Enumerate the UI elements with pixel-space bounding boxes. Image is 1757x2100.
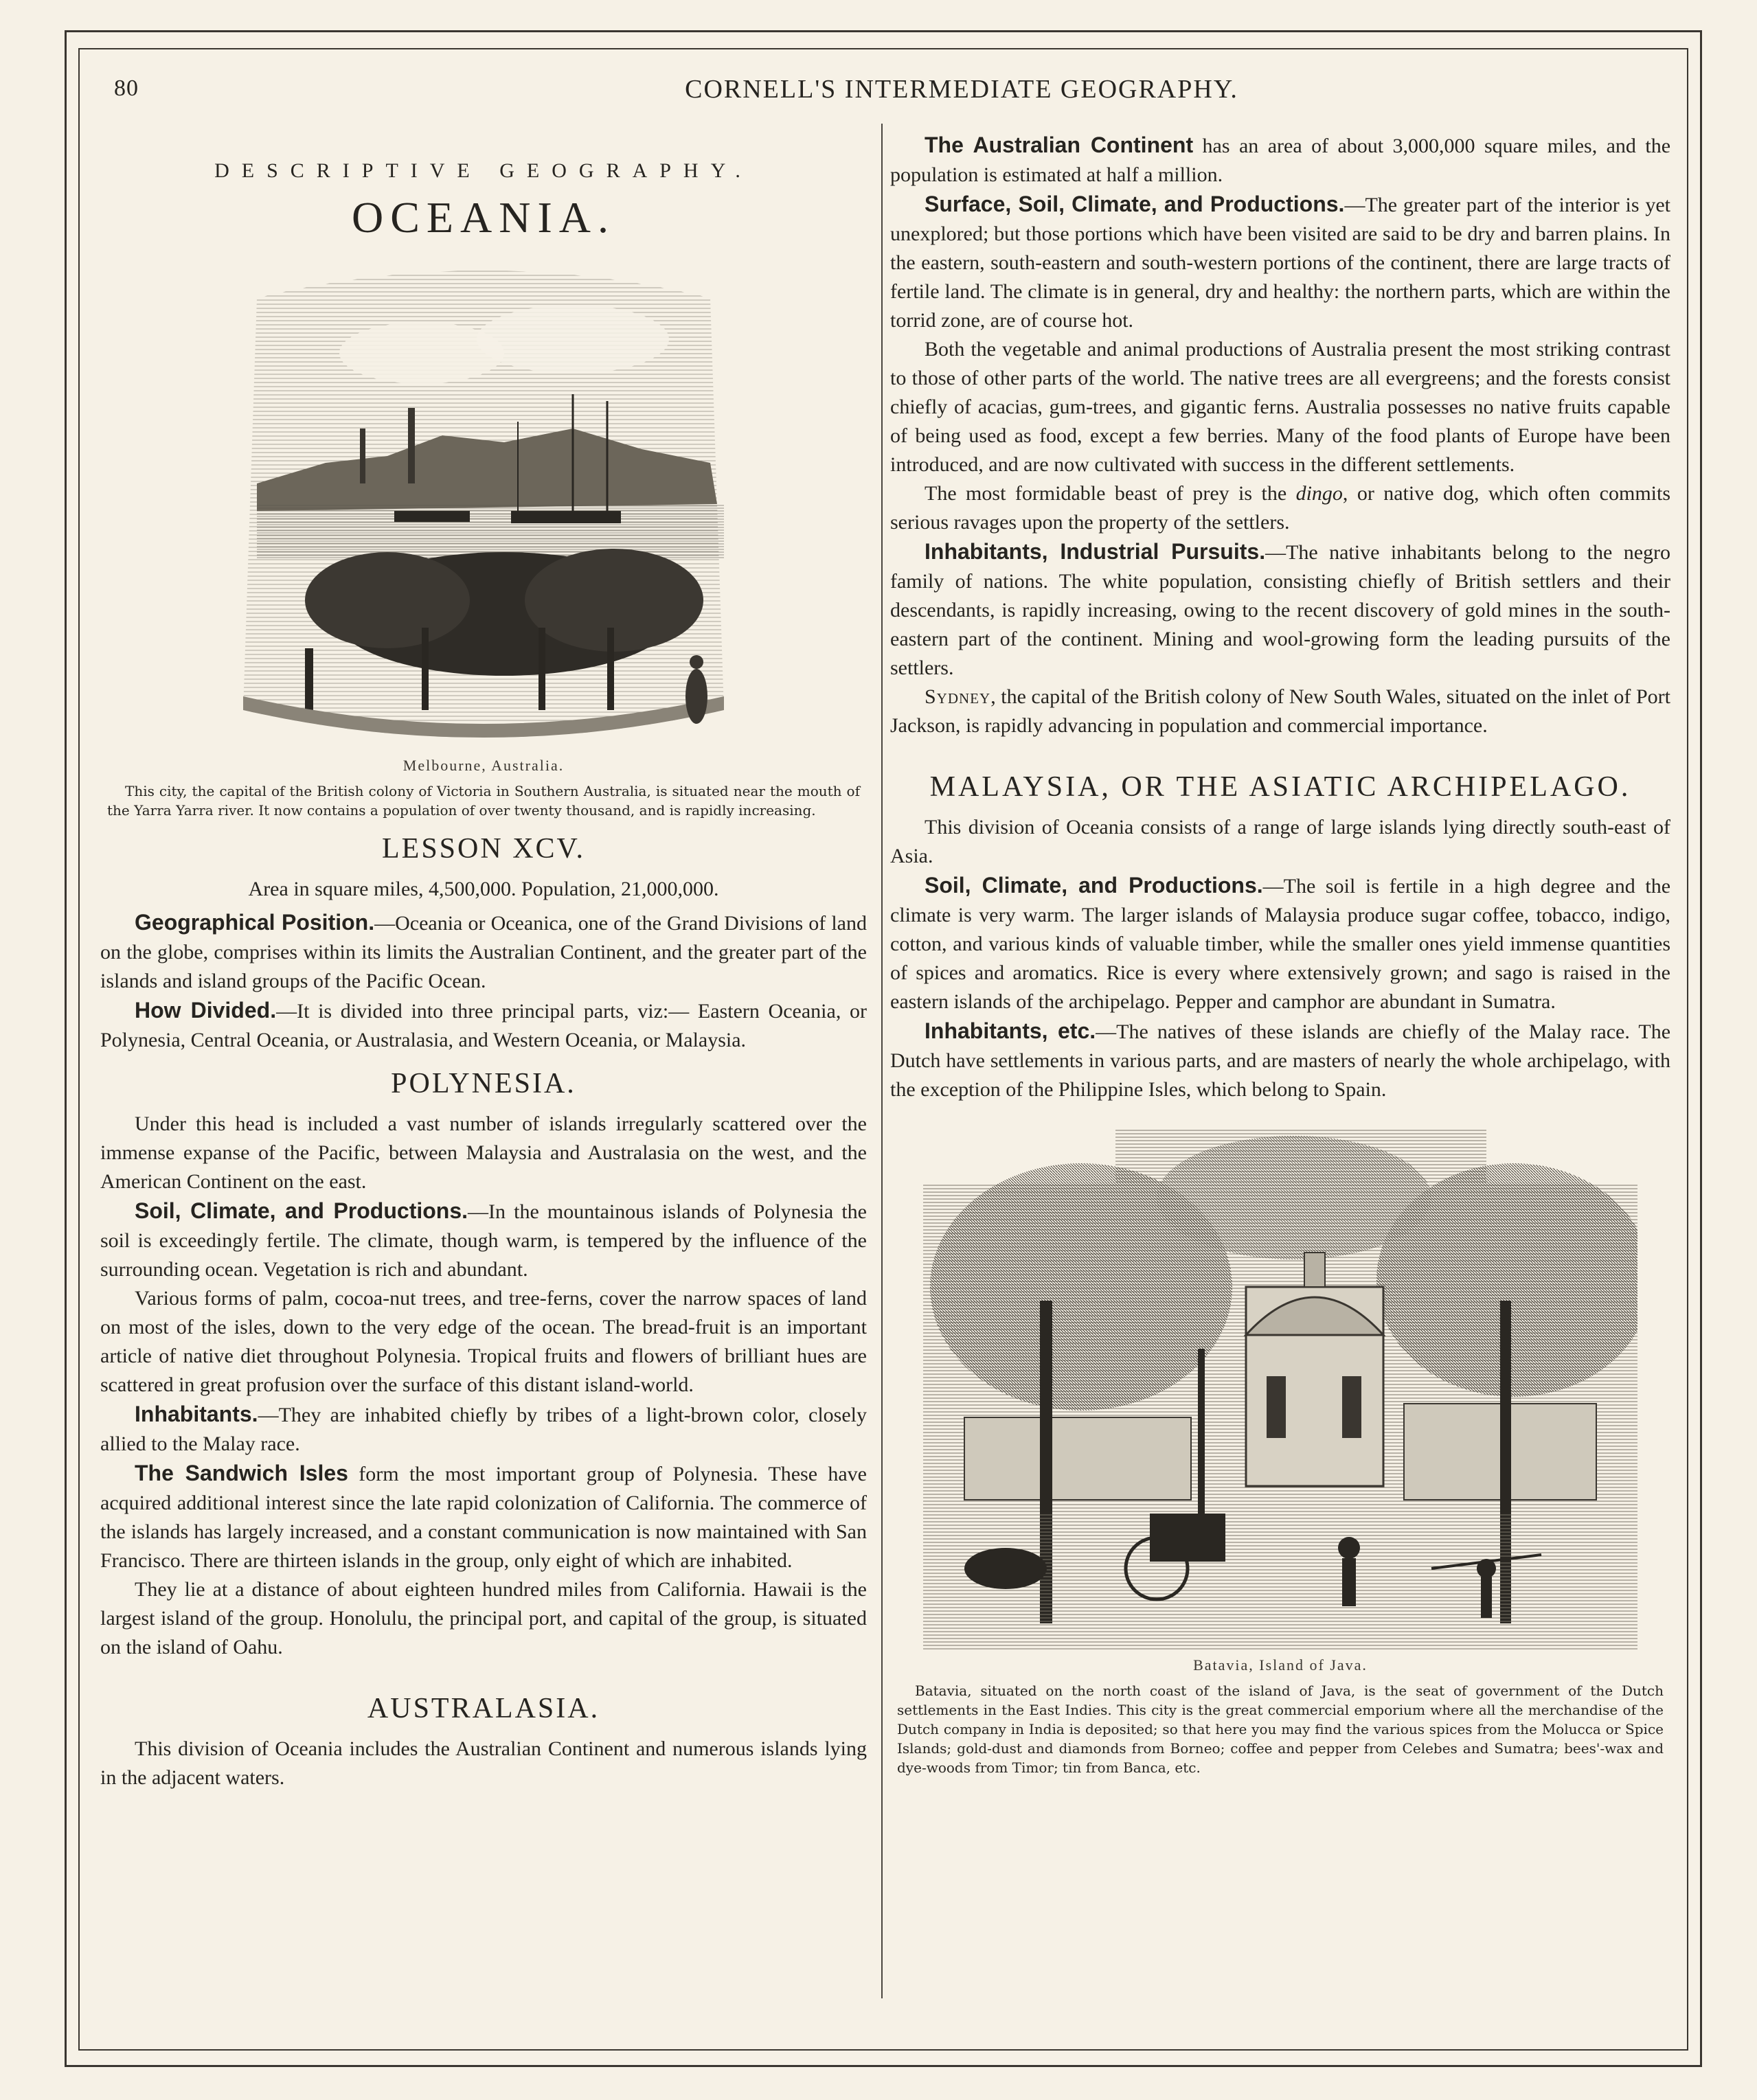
running-title: CORNELL'S INTERMEDIATE GEOGRAPHY. bbox=[685, 75, 1238, 104]
polynesia-intro: Under this head is included a vast number of islands irregularly scattered over the immense expanse of the Pacific, between Malaysia and Australasia on the west, and the American Continent on the east. bbox=[100, 1112, 867, 1193]
malaysia-soil-term: Soil, Climate, and Productions. bbox=[925, 873, 1263, 898]
polynesia-palms-paragraph: Various forms of palm, cocoa-nut trees, and tree-ferns, cover the narrow spaces of land on most of the isles, down to the very edge of the ocean. The bread-fruit is an important article of native diet throughout Polynesia. Tropical fruits and flowers of brilliant hues are scattered in great profusion over the surface of this distant island-world. bbox=[100, 1287, 867, 1396]
dingo-paragraph: The most formidable beast of prey is the dingo, or native dog, which often commits serious ravages upon the property of the settlers. bbox=[890, 482, 1671, 534]
malaysia-inhabitants-paragraph: Inhabitants, etc.—The natives of these islands are chiefly of the Malay race. The Dutch have settlements in various parts, and are masters of nearly the whole archipelago, with the exception of the Philippine Isles, which belong to Spain. bbox=[890, 1018, 1671, 1101]
malaysia-intro: This division of Oceania consists of a range of large islands lying directly south-east of Asia. bbox=[890, 816, 1670, 867]
australia-vegetable-paragraph: Both the vegetable and animal productions of Australia present the most striking contrast to those of other parts of the world. The native trees are all evergreens; and the forests consist chiefly of acacias, gum-trees, and gigantic ferns. Australia possesses no native fruits capable of being used as food, except a few berries. Many of the food plants of Europe have been introduced, and are now cultivated with success in the different settlements. bbox=[890, 338, 1670, 476]
how-divided-term: How Divided. bbox=[135, 998, 277, 1023]
oceania-stats: Area in square miles, 4,500,000. Population, 21,000,000. bbox=[248, 878, 719, 900]
lesson-title: LESSON XCV. bbox=[382, 833, 585, 865]
polynesia-soil-paragraph: Soil, Climate, and Productions.—In the mountainous islands of Polynesia the soil is exceedingly fertile. The climate, though warm, is tempered by the influence of the surrounding ocean. Vegetation is rich and abundant. bbox=[100, 1198, 868, 1281]
batavia-illustration bbox=[923, 1129, 1637, 1651]
melbourne-caption: Melbourne, Australia. bbox=[403, 757, 565, 774]
polynesia-inhabitants-paragraph: Inhabitants.—They are inhabited chiefly by tribes of a light-brown color, closely allied to the Malay race. bbox=[100, 1402, 867, 1455]
malaysia-soil-paragraph: Soil, Climate, and Productions.—The soil is fertile in a high degree and the climate is very warm. The larger islands of Malaysia produce sugar coffee, tobacco, indigo, cotton, and various kinds of valuable timber, while the smaller ones yield immense quantities of spices and aromatics. Rice is every where extensively grown; and sago is raised in the eastern islands of the archipelago. Pepper and camphor are abundant in Sumatra. bbox=[890, 873, 1671, 1013]
geographical-position-term: Geographical Position. bbox=[135, 910, 375, 935]
australia-inhabitants-paragraph: Inhabitants, Industrial Pursuits.—The native inhabitants belong to the negro family of nations. The white population, consisting chiefly of British settlers and their descendants, is rapidly increasing, owing to the recent discovery of gold mines in the south-eastern part of the continent. Mining and wool-growing form the leading pursuits of the settlers. bbox=[890, 539, 1670, 679]
australian-continent-term: The Australian Continent bbox=[925, 133, 1194, 157]
melbourne-engraving bbox=[216, 257, 751, 751]
dingo-word: dingo bbox=[1295, 482, 1343, 505]
polynesia-inhabitants-term: Inhabitants. bbox=[135, 1402, 258, 1426]
sydney-paragraph: Sydney, the capital of the British colony of New South Wales, situated on the inlet of Port Jackson, is rapidly advancing in population and commercial importance. bbox=[890, 685, 1670, 737]
left-column bbox=[100, 130, 867, 1792]
australasia-heading: AUSTRALASIA. bbox=[367, 1693, 600, 1724]
australian-continent-paragraph: The Australian Continent has an area of about 3,000,000 square miles, and the population is estimated at half a million. bbox=[890, 133, 1671, 186]
polynesia-soil-term: Soil, Climate, and Productions. bbox=[135, 1198, 468, 1223]
page-number: 80 bbox=[114, 76, 139, 101]
malaysia-inhabitants-term: Inhabitants, etc. bbox=[925, 1018, 1096, 1043]
sandwich-distance-paragraph: They lie at a distance of about eighteen hundred miles from California. Hawaii is the largest island of the group. Honolulu, the principal port, and capital of the group, is situated on the island of Oahu. bbox=[100, 1578, 867, 1658]
batavia-caption: Batavia, Island of Java. bbox=[1193, 1656, 1368, 1674]
sandwich-isles-paragraph: The Sandwich Isles form the most important group of Polynesia. These have acquired additional interest since the late rapid colonization of California. The commerce of the islands has largely increased, and a constant communication is now maintained with San Francisco. There are thirteen islands in the group, only eight of which are inhabited. bbox=[100, 1461, 868, 1572]
how-divided-paragraph: How Divided.—It is divided into three principal parts, viz:— Eastern Oceania, or Polynesia, Central Oceania, or Australasia, and Western Oceania, or Malaysia. bbox=[100, 998, 867, 1051]
column-divider bbox=[881, 124, 883, 1998]
geographical-position-paragraph: Geographical Position.—Oceania or Oceanica, one of the Grand Divisions of land on the globe, comprises within its limits the Australian Continent, and the greater part of the islands and island groups of the Pacific Ocean. bbox=[100, 910, 867, 992]
sandwich-isles-term: The Sandwich Isles bbox=[135, 1461, 348, 1485]
batavia-engraving bbox=[923, 1129, 1637, 1651]
batavia-note: Batavia, situated on the north coast of the island of Java, is the seat of government of the Dutch settlements in the East Indies. This city is the great commercial emporium where all the merchandise of the Dutch company in India is deposited; so that here you may find the various spices from the Molucca or Spice Islands; gold-dust and diamonds from Borneo; coffee and pepper from Celebes and Sumatra; bees'-wax and dye-woods from Timor; tin from Banca, etc. bbox=[897, 1682, 1664, 1776]
page-title: OCEANIA. bbox=[352, 193, 615, 242]
australasia-intro: This division of Oceania includes the Australian Continent and numerous islands lying in the adjacent waters. bbox=[100, 1737, 867, 1789]
melbourne-note: This city, the capital of the British colony of Victoria in Southern Australia, is situated near the mouth of the Yarra Yarra river. It now contains a population of over twenty thousand, and is rapidly increasing. bbox=[107, 783, 860, 819]
australia-surface-term: Surface, Soil, Climate, and Productions. bbox=[925, 192, 1345, 216]
australia-inhabitants-term: Inhabitants, Industrial Pursuits. bbox=[925, 539, 1266, 564]
sydney-word: Sydney bbox=[925, 685, 991, 708]
australia-surface-paragraph: Surface, Soil, Climate, and Productions.—The greater part of the interior is yet unexplored; but those portions which have been visited are said to be dry and barren plains. In the eastern, south-eastern and south-western portions of the continent, there are large tracts of fertile land. The climate is in general, dry and healthy: the northern parts, which are within the torrid zone, are of course hot. bbox=[890, 192, 1670, 332]
right-column bbox=[890, 130, 1670, 1790]
malaysia-heading: MALAYSIA, OR THE ASIATIC ARCHIPELAGO. bbox=[929, 771, 1631, 803]
section-kicker: DESCRIPTIVE GEOGRAPHY. bbox=[214, 159, 753, 182]
melbourne-illustration bbox=[216, 257, 751, 751]
polynesia-heading: POLYNESIA. bbox=[391, 1068, 576, 1099]
